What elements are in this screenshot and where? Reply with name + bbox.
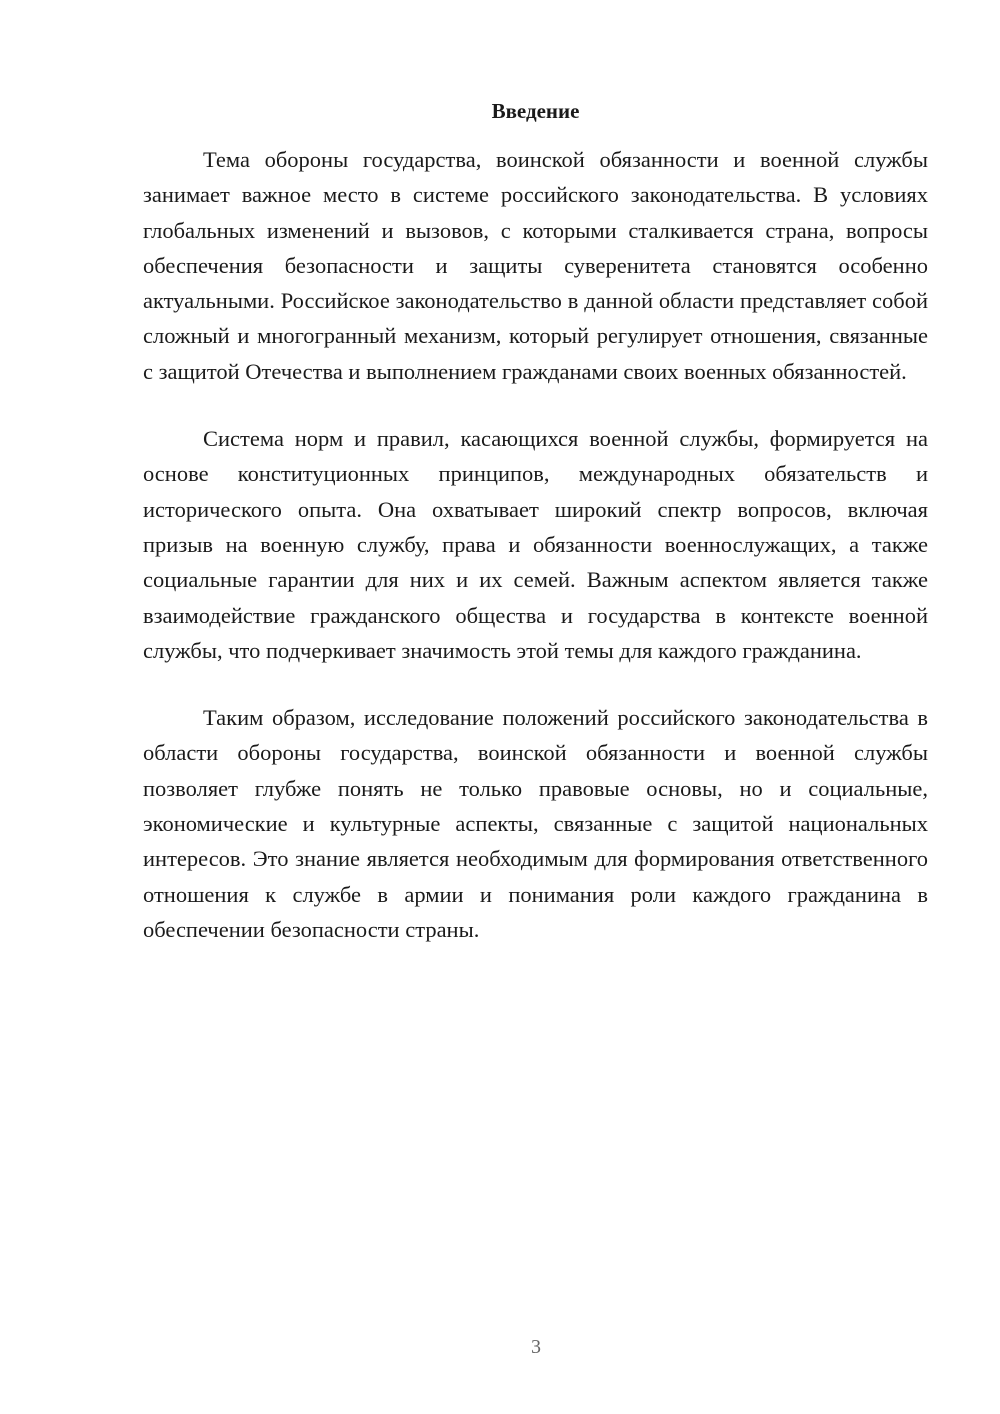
paragraph-3: Таким образом, исследование положений российского законодательства в области обороны государства, воинской обязанности и военной службы позволяет глубже понять не только правовые основы, но и социальные, экономические и культурные аспекты, связанные с защитой национальных интересов. Это знание является необходимым для формирования ответственного отношения к службе в армии и понимания роли каждого гражданина в обеспечении безопасности страны. bbox=[143, 705, 928, 942]
paragraph-1: Тема обороны государства, воинской обязанности и военной службы занимает важное место в системе российского законодательства. В условиях глобальных изменений и вызовов, с которыми сталкивается страна, вопросы обеспечения безопасности и защиты суверенитета становятся особенно актуальными. Российское законодательство в данной области представляет собой сложный и многогранный механизм, который регулирует отношения, связанные с защитой Отечества и выполнением гражданами своих военных обязанностей. bbox=[143, 147, 928, 384]
page-title: Введение bbox=[491, 99, 580, 123]
paragraph-2: Система норм и правил, касающихся военной службы, формируется на основе конституционных принципов, международных обязательств и исторического опыта. Она охватывает широкий спектр вопросов, включая призыв на военную службу, права и обязанности военнослужащих, а также социальные гарантии для них и их семей. Важным аспектом является также взаимодействие гражданского общества и государства в контексте военной службы, что подчеркивает значимость этой темы для каждого гражданина. bbox=[143, 426, 928, 663]
body-text bbox=[143, 142, 928, 979]
page-number: 3 bbox=[531, 1336, 541, 1358]
